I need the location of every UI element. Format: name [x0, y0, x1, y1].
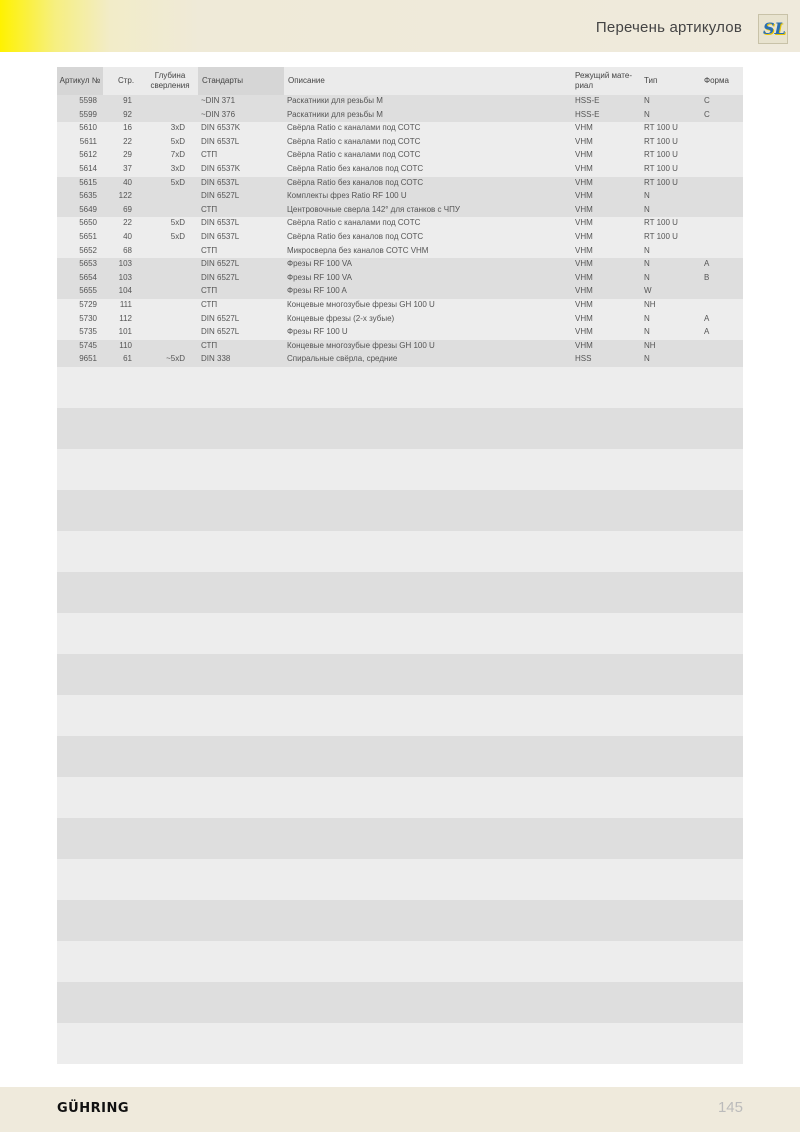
cell-standard: СТП: [201, 150, 218, 160]
cell-type: N: [644, 191, 650, 201]
cell-article: 5614: [79, 163, 97, 173]
empty-band: [57, 900, 743, 941]
table-body: [57, 95, 743, 367]
cell-standard: DIN 6537L: [201, 177, 240, 187]
cell-material: HSS-E: [575, 96, 600, 105]
brand-logo: GÜHRING: [57, 1101, 130, 1116]
cell-standard: СТП: [201, 340, 218, 350]
cell-description: Свёрла Ratio с каналами под СОТС: [287, 150, 421, 160]
cell-depth: ~5xD: [166, 354, 185, 364]
cell-type: N: [644, 96, 650, 105]
cell-form: A: [704, 313, 710, 323]
empty-rows: [57, 367, 743, 1064]
empty-band: [57, 531, 743, 572]
table-header: [57, 67, 743, 95]
cell-standard: СТП: [201, 286, 218, 296]
col-description: Описание: [288, 76, 325, 85]
table-row: [57, 353, 743, 367]
cell-standard: DIN 6537L: [201, 136, 240, 146]
cell-page: 37: [123, 163, 132, 173]
cell-standard: DIN 338: [201, 354, 231, 364]
cell-material: VHM: [575, 259, 593, 269]
cell-type: N: [644, 109, 650, 119]
cell-article: 5599: [79, 109, 97, 119]
cell-page: 40: [123, 231, 132, 241]
table-row: [57, 245, 743, 259]
page-number: 145: [717, 1099, 743, 1116]
cell-page: 40: [123, 177, 132, 187]
cell-material: VHM: [575, 327, 593, 337]
cell-material: VHM: [575, 123, 593, 133]
cell-article: 5655: [79, 286, 97, 296]
cell-description: Свёрла Ratio без каналов под СОТС: [287, 177, 424, 187]
table-row: [57, 299, 743, 313]
table-row: [57, 231, 743, 245]
cell-description: Концевые многозубые фрезы GH 100 U: [287, 340, 435, 350]
cell-article: 5745: [79, 340, 97, 350]
cell-material: HSS-E: [575, 109, 600, 119]
empty-band: [57, 982, 743, 1023]
cell-page: 112: [119, 313, 132, 323]
cell-article: 5649: [79, 204, 97, 214]
cell-page: 91: [123, 96, 132, 105]
cell-description: Микросверла без каналов СОТС VHM: [287, 245, 429, 255]
cell-description: Концевые многозубые фрезы GH 100 U: [287, 299, 435, 309]
cell-type: RT 100 U: [644, 218, 678, 228]
page-title: Перечень артикулов: [595, 19, 742, 36]
cell-standard: DIN 6527L: [201, 272, 240, 282]
cell-page: 92: [123, 109, 132, 119]
cell-article: 5650: [79, 218, 97, 228]
cell-page: 104: [118, 286, 132, 296]
cell-description: Свёрла Ratio с каналами под СОТС: [287, 123, 421, 133]
col-depth: Глубина сверления: [150, 71, 190, 90]
cell-type: RT 100 U: [644, 177, 678, 187]
cell-article: 5651: [79, 231, 97, 241]
cell-page: 110: [119, 340, 132, 350]
cell-article: 5653: [79, 259, 97, 269]
cell-page: 68: [123, 245, 132, 255]
cell-description: Фрезы RF 100 A: [287, 286, 347, 296]
table-row: [57, 136, 743, 150]
cell-material: VHM: [575, 136, 593, 146]
cell-material: VHM: [575, 340, 593, 350]
cell-material: VHM: [575, 191, 593, 201]
cell-depth: 7xD: [170, 150, 185, 160]
empty-band: [57, 695, 743, 736]
cell-form: A: [704, 327, 710, 337]
cell-form: B: [704, 272, 710, 282]
cell-type: NH: [644, 340, 656, 350]
cell-page: 61: [123, 354, 132, 364]
cell-depth: 3xD: [170, 123, 185, 133]
empty-band: [57, 572, 743, 613]
col-page: Стр.: [117, 76, 135, 85]
cell-type: N: [644, 245, 650, 255]
col-standards: Стандарты: [198, 67, 284, 95]
cell-description: Свёрла Ratio с каналами под СОТС: [287, 136, 421, 146]
cell-material: VHM: [575, 150, 593, 160]
cell-article: 5611: [79, 136, 97, 146]
cell-standard: DIN 6527L: [201, 191, 240, 201]
cell-article: 5652: [79, 245, 97, 255]
empty-band: [57, 654, 743, 695]
table-row: [57, 109, 743, 123]
table-row: [57, 326, 743, 340]
section-logo-text: SL: [763, 19, 786, 38]
col-material: Режущий мате-риал: [575, 71, 632, 90]
cell-description: Фрезы RF 100 VA: [287, 272, 352, 282]
cell-article: 5615: [79, 177, 97, 187]
cell-page: 103: [118, 259, 132, 269]
cell-type: N: [644, 313, 650, 323]
cell-description: Фрезы RF 100 U: [287, 327, 348, 337]
cell-description: Центровочные сверла 142° для станков с ЧПУ: [287, 204, 460, 214]
empty-band: [57, 490, 743, 531]
cell-description: Спиральные свёрла, средние: [287, 354, 398, 364]
cell-depth: 5xD: [170, 231, 185, 241]
cell-form: C: [704, 109, 710, 119]
cell-article: 5635: [79, 191, 97, 201]
cell-material: VHM: [575, 299, 593, 309]
cell-type: RT 100 U: [644, 123, 678, 133]
cell-standard: DIN 6537L: [201, 231, 240, 241]
cell-article: 9651: [79, 354, 97, 364]
cell-page: 101: [118, 327, 132, 337]
cell-standard: СТП: [201, 245, 218, 255]
col-form: Форма: [704, 76, 729, 85]
cell-standard: СТП: [201, 204, 218, 214]
cell-type: N: [644, 272, 650, 282]
page-header: [0, 0, 800, 52]
table-row: [57, 258, 743, 272]
table-row: [57, 217, 743, 231]
cell-type: N: [644, 259, 650, 269]
cell-page: 103: [118, 272, 132, 282]
cell-article: 5730: [79, 313, 97, 323]
cell-page: 122: [118, 191, 132, 201]
table-row: [57, 95, 743, 109]
cell-material: VHM: [575, 231, 593, 241]
cell-type: RT 100 U: [644, 163, 678, 173]
cell-article: 5729: [79, 299, 97, 309]
cell-article: 5610: [79, 123, 97, 133]
table-row: [57, 285, 743, 299]
cell-depth: 5xD: [170, 177, 185, 187]
cell-standard: DIN 6537L: [201, 218, 240, 228]
cell-standard: DIN 6527L: [201, 259, 240, 269]
cell-material: VHM: [575, 245, 593, 255]
cell-page: 111: [119, 299, 132, 309]
table-row: [57, 122, 743, 136]
table-row: [57, 204, 743, 218]
table-row: [57, 313, 743, 327]
cell-page: 16: [123, 123, 132, 133]
empty-band: [57, 941, 743, 982]
cell-standard: DIN 6537K: [201, 163, 241, 173]
cell-standard: DIN 6537K: [201, 123, 241, 133]
cell-article: 5612: [79, 150, 97, 160]
section-logo: [758, 14, 788, 44]
cell-material: VHM: [575, 286, 593, 296]
page-footer: [0, 1087, 800, 1132]
cell-page: 69: [123, 204, 132, 214]
cell-article: 5735: [79, 327, 97, 337]
cell-page: 22: [123, 218, 132, 228]
cell-article: 5598: [79, 96, 97, 105]
cell-type: W: [644, 286, 652, 296]
cell-description: Свёрла Ratio без каналов под СОТС: [287, 163, 424, 173]
col-article: Артикул №: [57, 67, 103, 95]
empty-band: [57, 1023, 743, 1064]
empty-band: [57, 859, 743, 900]
cell-type: N: [644, 204, 650, 214]
cell-article: 5654: [79, 272, 97, 282]
col-type: Тип: [644, 76, 658, 85]
table-row: [57, 177, 743, 191]
cell-material: VHM: [575, 204, 593, 214]
cell-type: RT 100 U: [644, 231, 678, 241]
cell-type: RT 100 U: [644, 136, 678, 146]
cell-depth: 5xD: [170, 218, 185, 228]
table-row: [57, 272, 743, 286]
cell-description: Свёрла Ratio без каналов под СОТС: [287, 231, 424, 241]
cell-standard: DIN 6527L: [201, 327, 240, 337]
cell-description: Раскатники для резьбы M: [287, 96, 383, 105]
cell-page: 29: [123, 150, 132, 160]
cell-material: VHM: [575, 218, 593, 228]
cell-depth: 5xD: [170, 136, 185, 146]
cell-form: A: [704, 259, 710, 269]
table-row: [57, 163, 743, 177]
table-row: [57, 340, 743, 354]
empty-band: [57, 449, 743, 490]
empty-band: [57, 408, 743, 449]
cell-material: HSS: [575, 354, 592, 364]
cell-standard: СТП: [201, 299, 218, 309]
cell-standard: ~DIN 371: [201, 96, 236, 105]
cell-standard: DIN 6527L: [201, 313, 240, 323]
cell-type: N: [644, 327, 650, 337]
cell-material: VHM: [575, 177, 593, 187]
table-row: [57, 190, 743, 204]
cell-description: Свёрла Ratio с каналами под СОТС: [287, 218, 421, 228]
cell-description: Комплекты фрез Ratio RF 100 U: [287, 191, 407, 201]
cell-depth: 3xD: [170, 163, 185, 173]
table-row: [57, 149, 743, 163]
cell-type: RT 100 U: [644, 150, 678, 160]
empty-band: [57, 736, 743, 777]
cell-material: VHM: [575, 163, 593, 173]
empty-band: [57, 367, 743, 408]
cell-description: Концевые фрезы (2-х зубые): [287, 313, 395, 323]
cell-type: N: [644, 354, 650, 364]
cell-form: C: [704, 96, 710, 105]
cell-standard: ~DIN 376: [201, 109, 236, 119]
empty-band: [57, 818, 743, 859]
empty-band: [57, 777, 743, 818]
cell-page: 22: [123, 136, 132, 146]
cell-description: Раскатники для резьбы M: [287, 109, 383, 119]
article-table: [57, 67, 743, 1064]
cell-type: NH: [644, 299, 656, 309]
empty-band: [57, 613, 743, 654]
cell-description: Фрезы RF 100 VA: [287, 259, 352, 269]
cell-material: VHM: [575, 272, 593, 282]
cell-material: VHM: [575, 313, 593, 323]
